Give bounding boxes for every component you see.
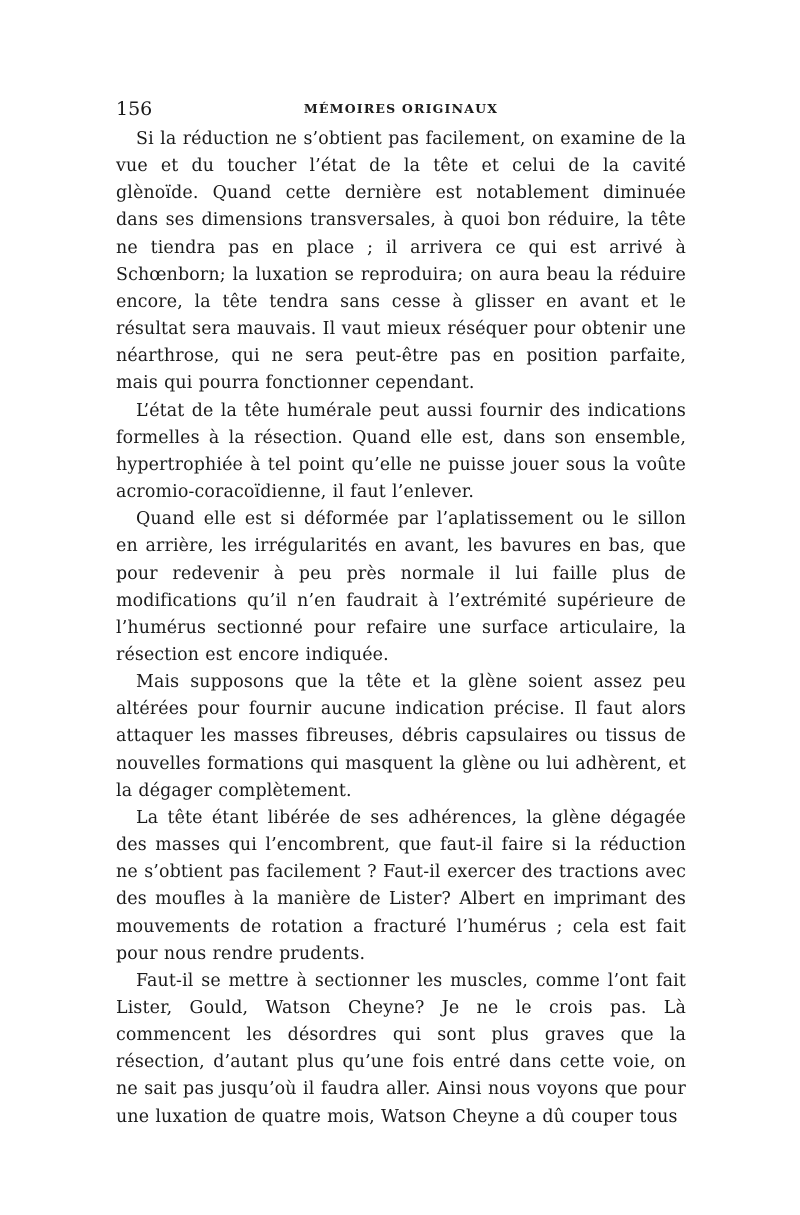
- paragraph: Si la réduction ne s’obtient pas facilement, on examine de la vue et du toucher l’état de la tête et celui de la cavité glènoïde. Quand cette dernière est notablement diminuée dans ses dimensions transversales, à quoi bon réduire, la tête ne tiendra pas en place ; il arrivera ce qui est arrivé à Schœnborn; la luxation se reproduira; on aura beau la réduire encore, la tête tendra sans cesse à glisser en avant et le résultat sera mauvais. Il vaut mieux réséquer pour obtenir une néarthrose, qui ne sera peut-être pas en position parfaite, mais qui pourra fonctionner cependant.: [116, 129, 686, 394]
- body-text: [116, 126, 686, 1131]
- book-page: [116, 94, 686, 1131]
- paragraph: Faut-il se mettre à sectionner les muscles, comme l’ont fait Lister, Gould, Watson Cheyne? Je ne le crois pas. Là commencent les désordres qui sont plus graves que la résection, d’autant plus qu’une fois entré dans cette voie, on ne sait pas jusqu’où il faudra aller. Ainsi nous voyons que pour une luxation de quatre mois, Watson Cheyne a dû couper tous: [116, 970, 686, 1127]
- running-title: MÉMOIRES ORIGINAUX: [303, 101, 499, 116]
- page-number: 156: [116, 98, 153, 120]
- paragraph: Mais supposons que la tête et la glène soient assez peu altérées pour fournir aucune indication précise. Il faut alors attaquer les masses fibreuses, débris capsulaires ou tissus de nouvelles formations qui masquent la glène ou lui adhèrent, et la dégager complètement.: [116, 672, 686, 801]
- paragraph: La tête étant libérée de ses adhérences, la glène dégagée des masses qui l’encombrent, que faut-il faire si la réduction ne s’obtient pas facilement ? Faut-il exercer des tractions avec des moufles à la manière de Lister? Albert en imprimant des mouvements de rotation a fracturé l’humérus ; cela est fait pour nous rendre prudents.: [116, 807, 686, 964]
- paragraph: L’état de la tête humérale peut aussi fournir des indications formelles à la résection. Quand elle est, dans son ensemble, hypertrophiée à tel point qu’elle ne puisse jouer sous la voûte acromio-coracoïdienne, il faut l’enlever.: [116, 400, 686, 503]
- paragraph: Quand elle est si déformée par l’aplatissement ou le sillon en arrière, les irrégularités en avant, les bavures en bas, que pour redevenir à peu près normale il lui faille plus de modifications qu’il n’en faudrait à l’extrémité supérieure de l’humérus sectionné pour refaire une surface articulaire, la résection est encore indiquée.: [116, 509, 686, 665]
- running-head: [116, 94, 686, 124]
